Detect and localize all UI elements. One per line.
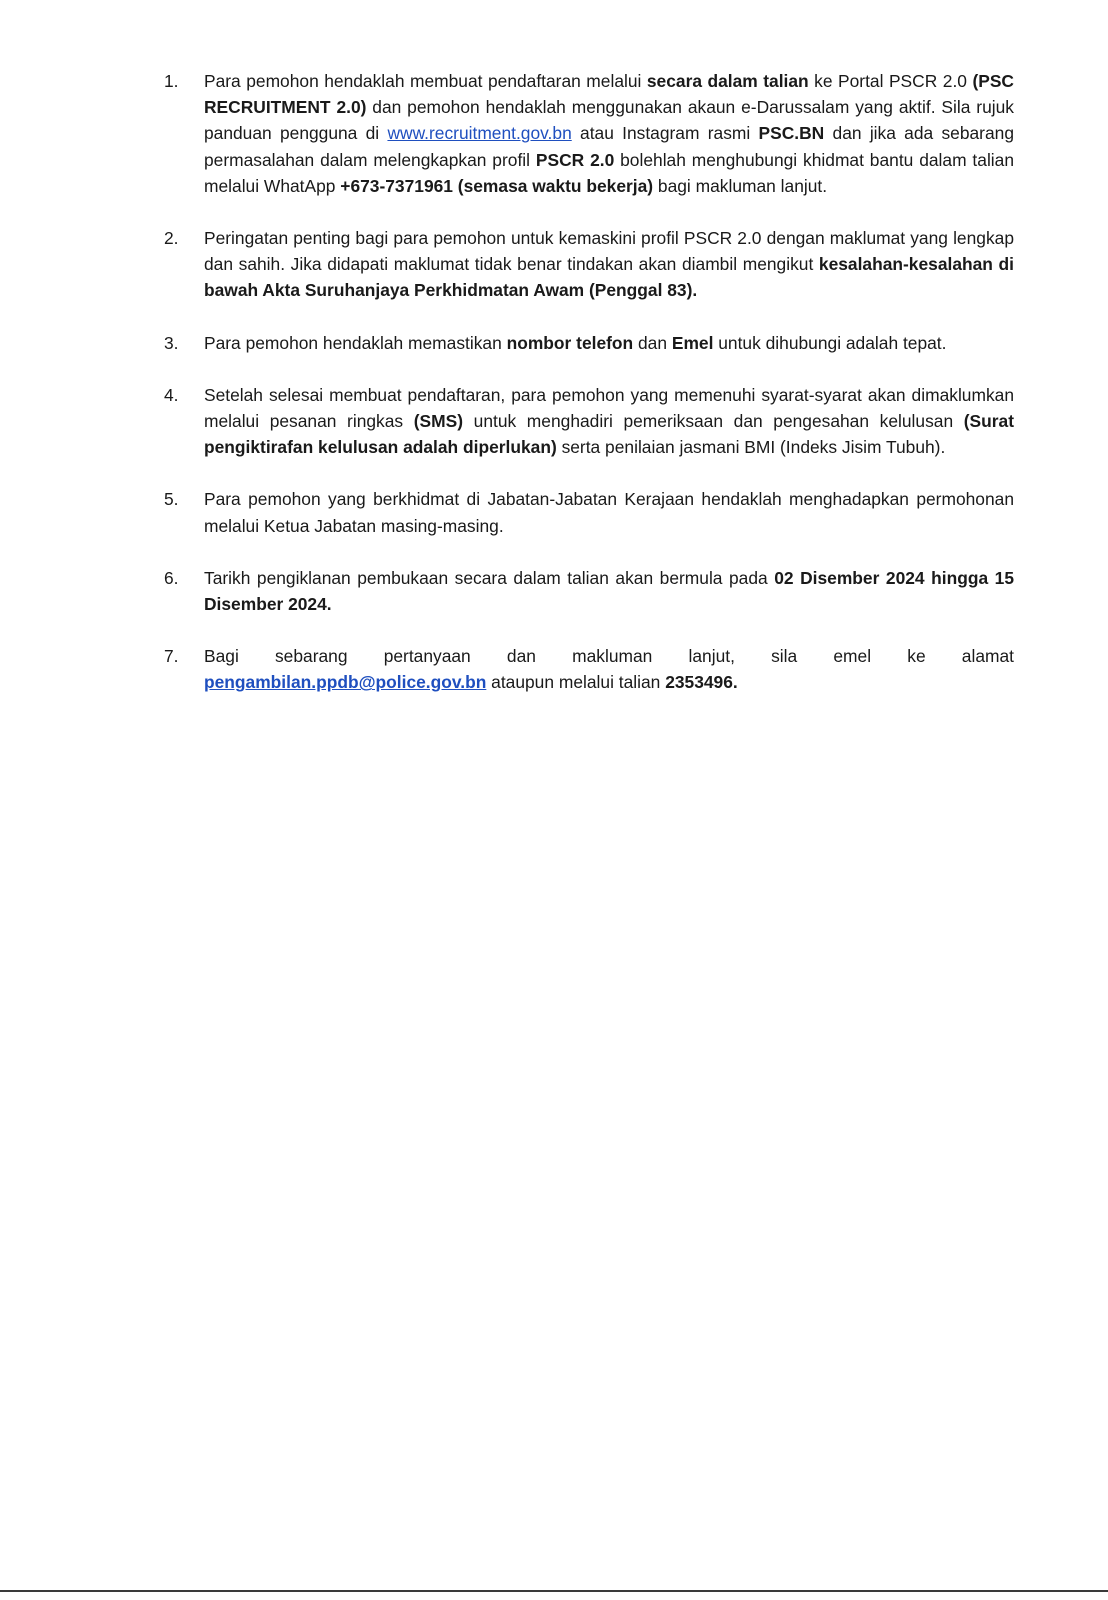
list-text <box>204 643 1014 695</box>
text-run: Tarikh pengiklanan pembukaan secara dalam talian akan bermula pada <box>204 567 775 588</box>
bold-text: kesalahan-kesalahan di bawah Akta Suruhanjaya Perkhidmatan Awam (Penggal 83). <box>204 254 1014 301</box>
bold-text: PSC.BN <box>758 123 825 144</box>
list-number: 5. <box>164 489 179 510</box>
bold-text: (SMS) <box>413 411 464 432</box>
bold-text: 2353496. <box>665 672 738 693</box>
list-text <box>204 565 1014 617</box>
text-run: dan jika ada sebarang permasalahan dalam melengkapkan profil <box>204 123 1014 170</box>
bold-text: (PSC RECRUITMENT 2.0) <box>204 71 1014 118</box>
bold-text: nombor telefon <box>506 332 634 353</box>
list-item-1 <box>164 68 1014 199</box>
text-run: dan <box>633 332 672 353</box>
list-item-3 <box>164 330 1014 356</box>
list-text <box>204 330 1014 356</box>
bold-text: +673-7371961 (semasa waktu bekerja) <box>340 175 654 196</box>
list-text <box>204 382 1014 461</box>
bold-text: (Surat pengiktirafan kelulusan adalah diperlukan) <box>204 411 1014 458</box>
list-number: 4. <box>164 384 179 405</box>
text-run: dan pemohon hendaklah menggunakan akaun e-Darussalam yang aktif. Sila rujuk panduan pengguna di <box>204 97 1014 144</box>
text-run: bolehlah menghubungi khidmat bantu dalam talian melalui WhatApp <box>204 149 1015 196</box>
text-run: untuk dihubungi adalah tepat. <box>713 332 947 353</box>
text-run: atau Instagram rasmi <box>571 123 759 144</box>
text-run: Setelah selesai membuat pendaftaran, para pemohon yang memenuhi syarat-syarat akan dimaklumkan melalui pesanan ringkas <box>204 384 1014 432</box>
text-run: bagi makluman lanjut. <box>653 175 828 196</box>
list-number: 1. <box>164 71 179 91</box>
list-text <box>204 486 1014 538</box>
list-text <box>204 225 1014 304</box>
bold-text: 02 Disember 2024 hingga 15 Disember 2024. <box>204 567 1014 615</box>
list-number: 3. <box>164 332 179 353</box>
text-run: ke Portal PSCR 2.0 <box>808 71 973 91</box>
bold-text: Emel <box>671 332 714 353</box>
recruitment-website-link[interactable]: www.recruitment.gov.bn <box>387 123 572 144</box>
document-body <box>164 68 1014 722</box>
email-link[interactable]: pengambilan.ppdb@police.gov.bn <box>204 672 487 693</box>
list-item-5 <box>164 486 1014 538</box>
bold-text: secara dalam talian <box>646 71 809 91</box>
text-run: Para pemohon hendaklah membuat pendaftaran melalui <box>204 71 647 91</box>
list-item-2 <box>164 225 1014 304</box>
list-number: 7. <box>164 646 179 667</box>
list-number: 6. <box>164 567 179 588</box>
list-item-4 <box>164 382 1014 461</box>
text-run: serta penilaian jasmani BMI (Indeks Jisim Tubuh). <box>556 437 946 458</box>
list-item-6 <box>164 565 1014 617</box>
list-text <box>204 68 1014 199</box>
text-run: untuk menghadiri pemeriksaan dan pengesahan kelulusan <box>463 411 964 432</box>
text-run: ataupun melalui talian <box>486 672 666 693</box>
page-bottom-border <box>0 1590 1108 1592</box>
list-item-7 <box>164 643 1014 695</box>
text-run: Para pemohon yang berkhidmat di Jabatan-Jabatan Kerajaan hendaklah menghadapkan permohonan melalui Ketua Jabatan masing-masing. <box>204 489 1014 536</box>
list-number: 2. <box>164 228 179 249</box>
text-run: Peringatan penting bagi para pemohon untuk kemaskini profil PSCR 2.0 dengan maklumat yang lengkap dan sahih. Jika didapati maklumat tidak benar tindakan akan diambil mengikut <box>204 228 1014 275</box>
text-run: Para pemohon hendaklah memastikan <box>204 332 507 353</box>
bold-text: PSCR 2.0 <box>535 149 615 170</box>
text-run: Bagi sebarang pertanyaan dan makluman lanjut, sila emel ke alamat <box>204 646 1014 667</box>
